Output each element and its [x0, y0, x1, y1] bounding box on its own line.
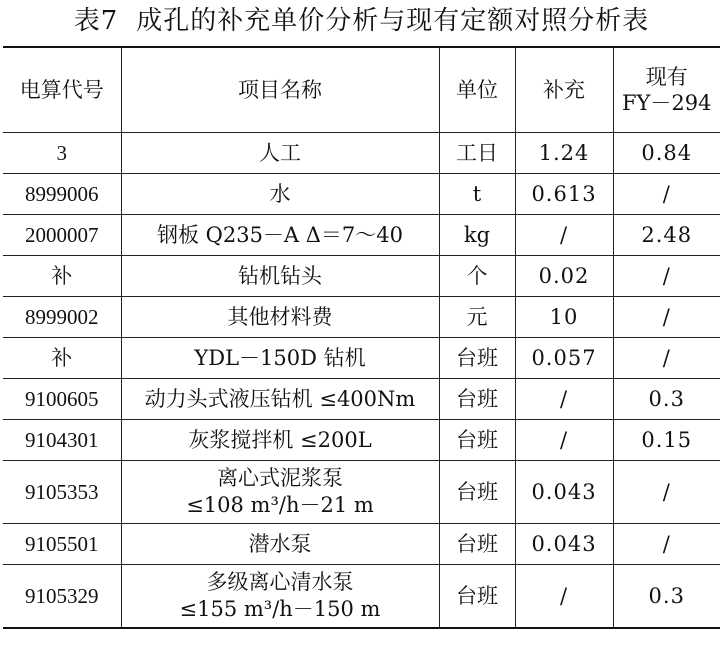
- column-header-unit: [439, 47, 515, 133]
- cell-existing: /: [613, 174, 720, 215]
- cell-name: [121, 461, 439, 524]
- table-header: [3, 47, 720, 133]
- cell-code: 9104301: [3, 420, 121, 461]
- column-header-line: 补充: [543, 78, 585, 102]
- column-header-line: 项目名称: [238, 78, 322, 102]
- table-body: [3, 133, 720, 629]
- cell-supplement: /: [515, 420, 613, 461]
- cell-code: 补: [3, 338, 121, 379]
- table-row: [3, 461, 720, 524]
- cell-existing: 0.3: [613, 379, 720, 420]
- cell-name: [121, 379, 439, 420]
- table-row: [3, 297, 720, 338]
- cell-unit: 元: [439, 297, 515, 338]
- cell-existing: 0.84: [613, 133, 720, 174]
- table-row: [3, 338, 720, 379]
- cell-unit: t: [439, 174, 515, 215]
- item-name-line: YDL－150D 钻机: [194, 346, 366, 370]
- cell-unit: kg: [439, 215, 515, 256]
- cell-supplement: /: [515, 379, 613, 420]
- cell-supplement: 0.043: [515, 524, 613, 565]
- column-header-line: FY－294: [621, 91, 712, 115]
- item-name-line: 动力头式液压钻机 ≤400Nm: [144, 387, 416, 411]
- column-header-existing: [613, 47, 720, 133]
- column-header-name: [121, 47, 439, 133]
- cell-code: 补: [3, 256, 121, 297]
- table-number: 表7: [73, 6, 119, 36]
- column-header-code: [3, 47, 121, 133]
- quota-comparison-table: [3, 46, 720, 629]
- cell-unit: 台班: [439, 338, 515, 379]
- cell-code: 2000007: [3, 215, 121, 256]
- cell-name: [121, 215, 439, 256]
- cell-name: [121, 297, 439, 338]
- table-row: [3, 133, 720, 174]
- cell-supplement: 0.613: [515, 174, 613, 215]
- table-row: [3, 524, 720, 565]
- cell-unit: 台班: [439, 461, 515, 524]
- cell-supplement: 0.02: [515, 256, 613, 297]
- cell-existing: 0.15: [613, 420, 720, 461]
- table-caption: [0, 2, 723, 40]
- cell-code: 9105501: [3, 524, 121, 565]
- cell-code: 9105329: [3, 565, 121, 629]
- cell-unit: 台班: [439, 524, 515, 565]
- table-row: [3, 565, 720, 629]
- cell-code: 9100605: [3, 379, 121, 420]
- column-header-line: 现有: [645, 65, 688, 89]
- cell-name: [121, 256, 439, 297]
- item-name-line: 潜水泵: [248, 532, 312, 556]
- item-name-line: 灰浆搅拌机 ≤200L: [188, 428, 372, 452]
- table-row: [3, 174, 720, 215]
- item-name-line: 人工: [259, 141, 301, 165]
- item-name-line: 多级离心清水泵: [206, 570, 354, 594]
- item-name-line: 钻机钻头: [238, 264, 322, 288]
- cell-existing: 0.3: [613, 565, 720, 629]
- cell-name: [121, 133, 439, 174]
- cell-existing: /: [613, 256, 720, 297]
- cell-name: [121, 174, 439, 215]
- cell-supplement: /: [515, 215, 613, 256]
- cell-supplement: 0.057: [515, 338, 613, 379]
- table-row: [3, 215, 720, 256]
- cell-existing: /: [613, 297, 720, 338]
- table-row: [3, 420, 720, 461]
- item-name-line: ≤108 m³/h－21 m: [186, 493, 374, 517]
- item-name-line: 离心式泥浆泵: [217, 466, 343, 490]
- cell-unit: 台班: [439, 379, 515, 420]
- cell-name: [121, 565, 439, 629]
- item-name-line: 钢板 Q235－A Δ＝7～40: [156, 223, 404, 247]
- cell-supplement: /: [515, 565, 613, 629]
- cell-existing: /: [613, 461, 720, 524]
- cell-code: 3: [3, 133, 121, 174]
- item-name-line: ≤155 m³/h－150 m: [179, 597, 381, 621]
- column-header-supplement: [515, 47, 613, 133]
- cell-name: [121, 524, 439, 565]
- cell-existing: /: [613, 524, 720, 565]
- column-header-line: 单位: [456, 78, 498, 102]
- cell-supplement: 1.24: [515, 133, 613, 174]
- cell-name: [121, 338, 439, 379]
- cell-unit: 台班: [439, 420, 515, 461]
- table-row: [3, 379, 720, 420]
- table-title: 成孔的补充单价分析与现有定额对照分析表: [136, 6, 650, 36]
- cell-existing: /: [613, 338, 720, 379]
- column-header-line: 电算代号: [19, 78, 104, 102]
- item-name-line: 水: [269, 182, 291, 206]
- cell-existing: 2.48: [613, 215, 720, 256]
- cell-code: 8999006: [3, 174, 121, 215]
- cell-unit: 台班: [439, 565, 515, 629]
- cell-code: 9105353: [3, 461, 121, 524]
- cell-unit: 工日: [439, 133, 515, 174]
- header-row: [3, 47, 720, 133]
- cell-code: 8999002: [3, 297, 121, 338]
- cell-supplement: 10: [515, 297, 613, 338]
- item-name-line: 其他材料费: [227, 305, 333, 329]
- cell-unit: 个: [439, 256, 515, 297]
- cell-supplement: 0.043: [515, 461, 613, 524]
- cell-name: [121, 420, 439, 461]
- table-row: [3, 256, 720, 297]
